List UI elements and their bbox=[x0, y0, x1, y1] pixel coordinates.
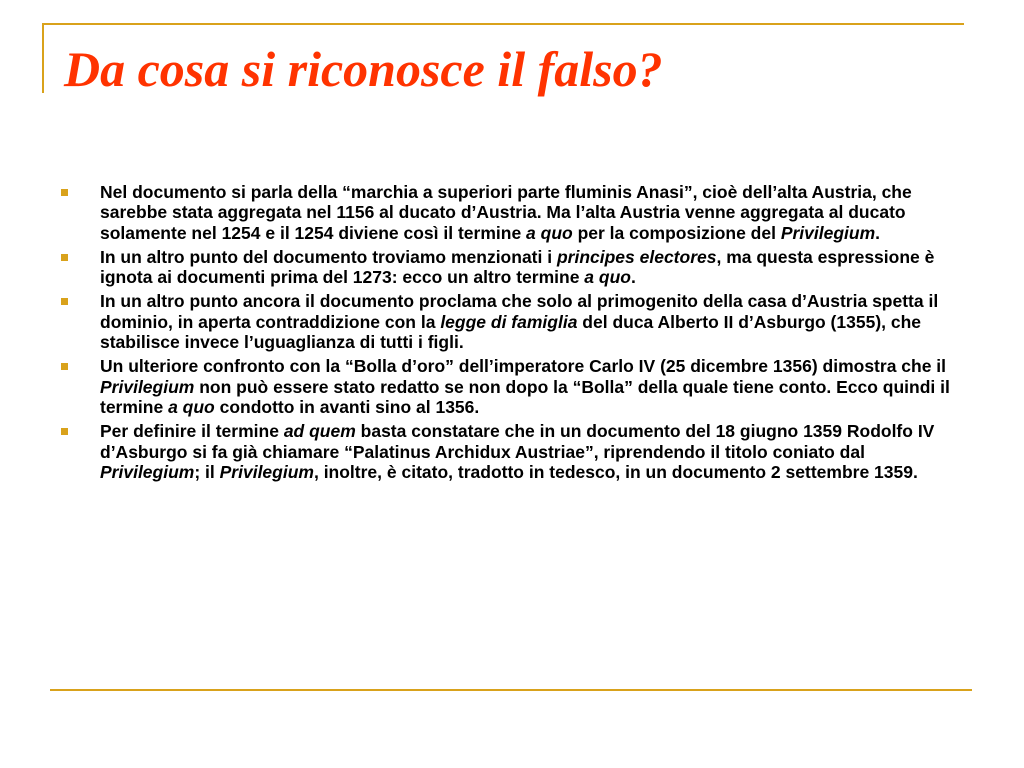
bullet-4-text-2: non può essere stato redatto se non dopo la “Bolla” della quale tiene conto. Ecco quindi il termine bbox=[100, 376, 950, 417]
square-bullet-icon bbox=[61, 298, 68, 305]
bullet-5-text-4: , inoltre, è citato, tradotto in tedesco, in un documento 2 settembre 1359. bbox=[313, 461, 918, 482]
bullet-4-italic-2: a quo bbox=[168, 396, 215, 417]
bullet-1-text-2: per la composizione del bbox=[572, 222, 781, 243]
bullet-2-text-3: . bbox=[630, 267, 636, 288]
bullet-list bbox=[56, 182, 968, 486]
bullet-3-text-2: del duca Alberto II d’Asburgo (1355), che stabilisce invece l’uguaglianza di tutti i figli. bbox=[100, 311, 922, 353]
bullet-2-italic-2: a quo bbox=[584, 267, 631, 288]
frame-top-line bbox=[42, 23, 964, 25]
slide-title: Da cosa si riconosce il falso? bbox=[64, 41, 663, 97]
bullet-3-text-1: In un altro punto ancora il documento proclama che solo al primogenito della casa d’Austria spetta il dominio, in aperta contraddizione con la bbox=[100, 291, 939, 332]
bullet-5-text-3: ; il bbox=[194, 461, 220, 482]
bullet-5-text-2: basta constatare che in un documento del 18 giugno 1359 Rodolfo IV d’Asburgo si fa già chiamare “Palatinus Archidux Austriae”, riprendendo il titolo coniato dal bbox=[100, 421, 935, 462]
square-bullet-icon bbox=[61, 189, 68, 196]
bullet-item-2 bbox=[56, 247, 968, 288]
bullet-4-italic-1: Privilegium bbox=[100, 376, 195, 397]
bullet-3-italic-1: legge di famiglia bbox=[440, 311, 578, 332]
bullet-item-5 bbox=[56, 421, 968, 482]
square-bullet-icon bbox=[61, 363, 68, 370]
bullet-5-text-1: Per definire il termine bbox=[100, 421, 284, 442]
bullet-item-4 bbox=[56, 356, 968, 417]
bullet-item-1 bbox=[56, 182, 968, 243]
bullet-4-text-1: Un ulteriore confronto con la “Bolla d’oro” dell’imperatore Carlo IV (25 dicembre 1356) dimostra che il bbox=[100, 356, 947, 377]
square-bullet-icon bbox=[61, 254, 68, 261]
bullet-5-italic-3: Privilegium bbox=[219, 461, 314, 482]
bullet-1-text-1: Nel documento si parla della “marchia a superiori parte fluminis Anasi”, cioè dell’alta Austria, che sarebbe stata aggregata nel 1156 al ducato d’Austria. Ma l’alta Austria venne aggregata al ducato solamente nel 1254 e il 1254 diviene così il termine bbox=[100, 182, 912, 243]
square-bullet-icon bbox=[61, 428, 68, 435]
bullet-1-text-3: . bbox=[875, 222, 881, 243]
bullet-1-italic-2: Privilegium bbox=[780, 222, 876, 243]
bullet-item-3 bbox=[56, 291, 968, 352]
bullet-2-text-1: In un altro punto del documento troviamo menzionati i bbox=[100, 246, 557, 267]
bullet-5-italic-1: ad quem bbox=[283, 421, 356, 442]
frame-bottom-line bbox=[50, 689, 972, 691]
bullet-2-text-2: , ma questa espressione è ignota ai documenti prima del 1273: ecco un altro termine bbox=[100, 246, 935, 288]
frame-left-line bbox=[42, 23, 44, 93]
bullet-1-italic-1: a quo bbox=[526, 222, 573, 243]
bullet-4-text-3: condotto in avanti sino al 1356. bbox=[214, 396, 480, 417]
bullet-2-italic-1: principes electores bbox=[556, 246, 717, 267]
bullet-5-italic-2: Privilegium bbox=[100, 461, 195, 482]
